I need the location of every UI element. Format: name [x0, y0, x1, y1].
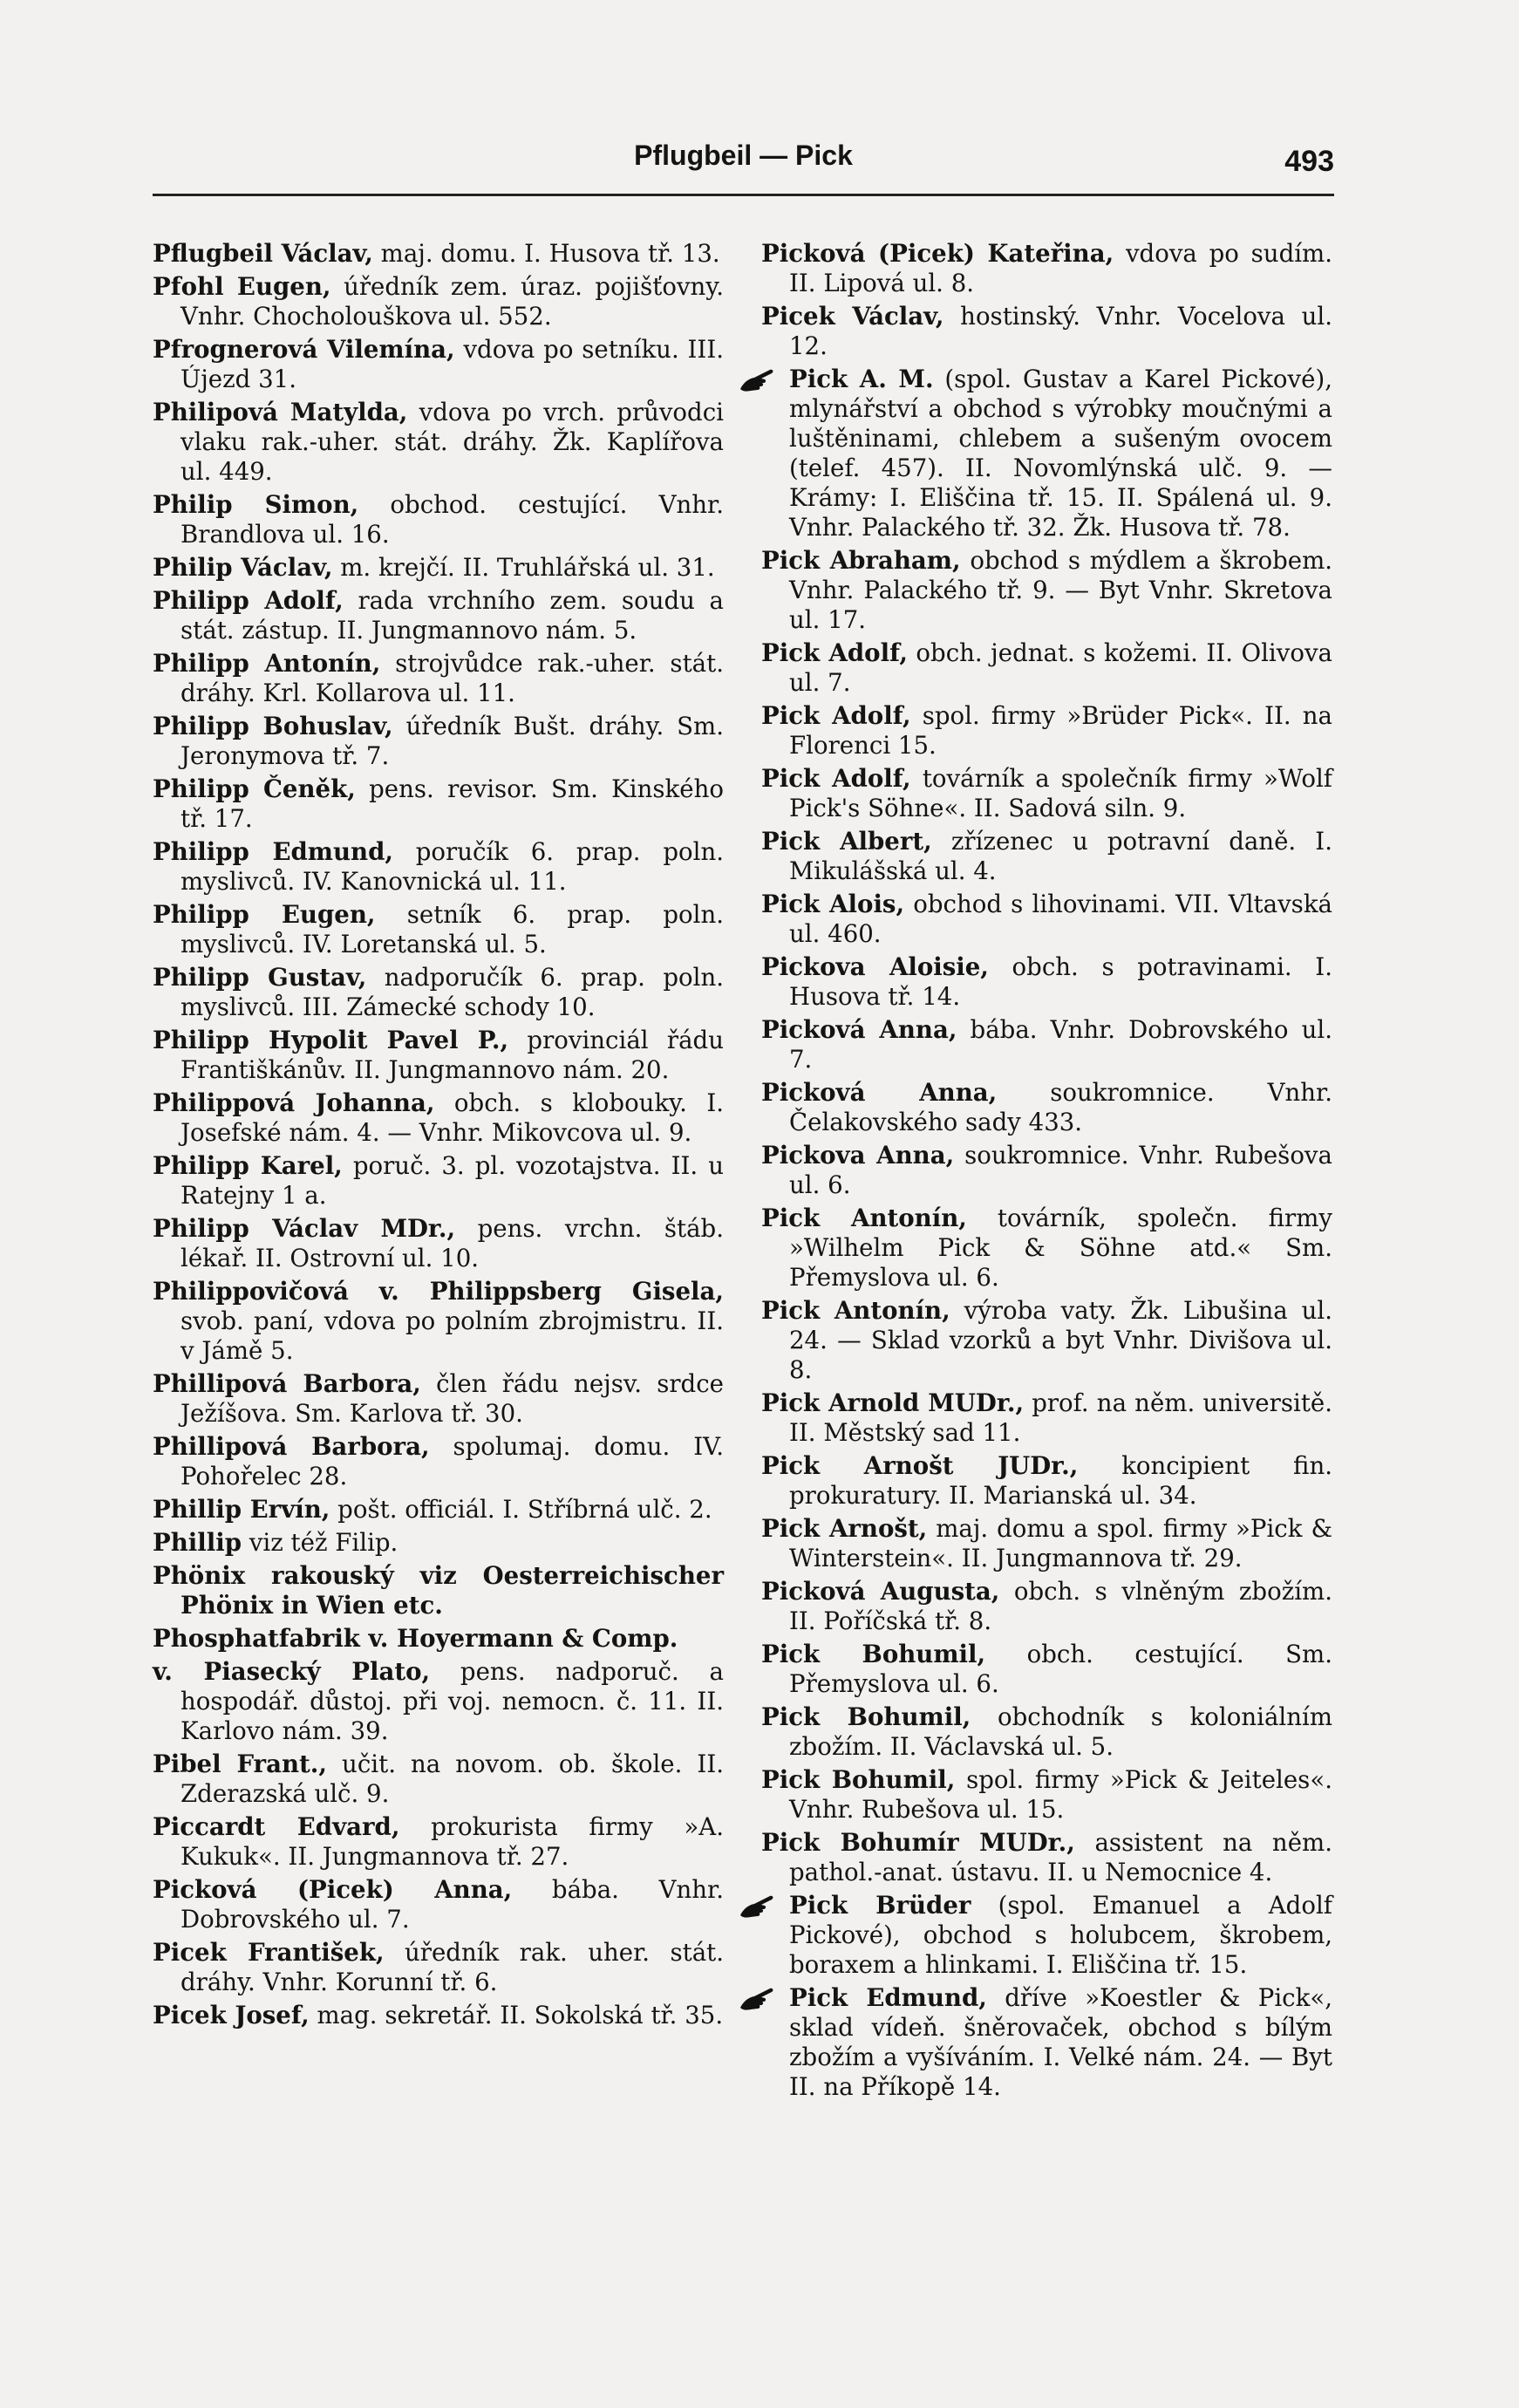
entry-details: prokurista firmy »A. Kukuk«. II. Jungmannova tř. 27. — [181, 1812, 724, 1871]
right-column — [761, 239, 1332, 2105]
entry-details: výroba vaty. Žk. Libušina ul. 24. — Sklad vzorků a byt Vnhr. Divišova ul. 8. — [789, 1296, 1332, 1384]
directory-entry — [153, 586, 724, 645]
entry-name: Pick Arnold MUDr., — [761, 1388, 1025, 1417]
directory-entry — [761, 302, 1332, 361]
entry-name: Philipp Čeněk, — [153, 774, 356, 803]
directory-entry — [153, 1214, 724, 1273]
directory-entry — [153, 1495, 724, 1525]
entry-name: Pick Bohumil, — [761, 1765, 956, 1794]
directory-entry — [761, 365, 1332, 542]
entry-name: Philipp Antonín, — [153, 649, 381, 678]
entry-name: Pick Albert, — [761, 827, 932, 856]
entry-details: úředník zem. úraz. pojišťovny. Vnhr. Chocholouškova ul. 552. — [181, 272, 724, 331]
entry-name: Pfohl Eugen, — [153, 272, 331, 301]
entry-name: Pick Edmund, — [789, 1983, 987, 2012]
directory-entry — [153, 649, 724, 708]
entry-details: úředník Bušt. dráhy. Sm. Jeronymova tř. 7. — [181, 712, 724, 770]
entry-name: Picková Augusta, — [761, 1577, 1000, 1606]
entry-details: m. krejčí. II. Truhlářská ul. 31. — [332, 553, 715, 582]
directory-entry — [761, 1451, 1332, 1511]
entry-name: Phillip Ervín, — [153, 1495, 330, 1524]
directory-entry — [153, 774, 724, 834]
entry-name: Picková Anna, — [761, 1015, 957, 1044]
entry-details: strojvůdce rak.-uher. stát. dráhy. Krl. Kollarova ul. 11. — [181, 649, 724, 707]
entry-details: rada vrchního zem. soudu a stát. zástup. II. Jungmannovo nám. 5. — [181, 586, 724, 645]
entry-name: Pick Bohumil, — [761, 1702, 971, 1731]
entry-name: Pick Adolf, — [761, 764, 911, 793]
directory-entry — [761, 1765, 1332, 1825]
directory-entry — [153, 1657, 724, 1746]
entry-details: nadporučík 6. prap. poln. myslivců. III. Zámecké schody 10. — [181, 963, 724, 1021]
entry-details: spolumaj. domu. IV. Pohořelec 28. — [181, 1432, 724, 1491]
entry-details: dříve »Koestler & Pick«, sklad vídeň. šněrovaček, obchod s bílým zbožím a vyšíváním. I. Velké nám. 24. — Byt II. na Příkopě 14. — [789, 1983, 1333, 2101]
entry-details: maj. domu. I. Husova tř. 13. — [372, 239, 720, 268]
entry-details: assistent na něm. pathol.-anat. ústavu. II. u Nemocnice 4. — [789, 1828, 1332, 1886]
entry-details: vdova po vrch. průvodci vlaku rak.-uher. stát. dráhy. Žk. Kaplířova ul. 449. — [181, 398, 724, 486]
entry-name: Philipp Karel, — [153, 1151, 343, 1180]
directory-entry — [153, 1528, 724, 1558]
directory-entry — [153, 837, 724, 897]
entry-details: úředník rak. uher. stát. dráhy. Vnhr. Korunní tř. 6. — [181, 1938, 724, 1996]
entry-name: Pflugbeil Václav, — [153, 239, 373, 268]
entry-name: Picková (Picek) Kateřina, — [761, 239, 1114, 268]
entry-name: Pickova Anna, — [761, 1141, 955, 1170]
entry-details: spol. firmy »Brüder Pick«. II. na Florenci 15. — [789, 701, 1332, 760]
directory-entry — [153, 239, 724, 269]
entry-name: Philipp Hypolit Pavel P., — [153, 1026, 509, 1054]
entry-details: soukromnice. Vnhr. Čelakovského sady 433. — [789, 1078, 1332, 1136]
entry-details: obch. s vlněným zbožím. II. Poříčská tř. 8. — [789, 1577, 1332, 1635]
directory-entry — [153, 1624, 724, 1654]
entry-name: Pick Brüder — [789, 1891, 971, 1920]
directory-entry — [153, 1432, 724, 1491]
pointing-hand-icon — [739, 1985, 775, 2013]
directory-entry — [153, 335, 724, 394]
pointing-hand-icon — [739, 366, 775, 394]
entry-name: Picek František, — [153, 1938, 385, 1967]
entry-details: (spol. Gustav a Karel Pickové), mlynářství a obchod s výrobky moučnými a luštěninami, chlebem a sušeným ovocem (telef. 457). II. Novomlýnská ulč. 9. — Krámy: I. Eliščina tř. 15. II. Spálená ul. 9. Vnhr. Palackého tř. 32. Žk. Husova tř. 78. — [789, 365, 1332, 542]
directory-entry — [761, 1983, 1332, 2102]
directory-entry — [153, 900, 724, 959]
directory-entry — [761, 1640, 1332, 1699]
directory-entry — [153, 1277, 724, 1366]
entry-details: pens. nadporuč. a hospodář. důstoj. při voj. nemocn. č. 11. II. Karlovo nám. 39. — [181, 1657, 724, 1745]
directory-entry — [761, 1078, 1332, 1137]
directory-entry — [761, 1577, 1332, 1636]
entry-name: v. Piasecký Plato, — [153, 1657, 431, 1686]
entry-name: Pick Arnošt, — [761, 1514, 928, 1543]
entry-details: obchod s mýdlem a škrobem. Vnhr. Palackého tř. 9. — Byt Vnhr. Skretova ul. 17. — [789, 546, 1332, 634]
directory-entry — [153, 1369, 724, 1429]
entry-name: Philip Simon, — [153, 490, 359, 519]
entry-details: maj. domu a spol. firmy »Pick & Winterstein«. II. Jungmannova tř. 29. — [789, 1514, 1333, 1572]
entry-name: Philipp Václav MDr., — [153, 1214, 456, 1243]
entry-name: Picek Josef, — [153, 2001, 310, 2029]
directory-entry — [761, 1141, 1332, 1200]
directory-entry — [153, 712, 724, 771]
entry-details: provinciál řádu Františkánův. II. Jungmannovo nám. 20. — [181, 1026, 724, 1084]
entry-details: svob. paní, vdova po polním zbrojmistru. II. v Jámě 5. — [181, 1306, 724, 1365]
directory-entry — [761, 546, 1332, 635]
directory-entry — [761, 827, 1332, 886]
directory-entry — [761, 701, 1332, 761]
entry-name: Pickova Aloisie, — [761, 952, 989, 981]
entry-name: Pick Alois, — [761, 890, 905, 918]
entry-details: spol. firmy »Pick & Jeiteles«. Vnhr. Rubešova ul. 15. — [789, 1765, 1332, 1824]
entry-details: poruč. 3. pl. vozotajstva. II. u Ratejny 1 a. — [181, 1151, 724, 1210]
entry-details: obchod. cestující. Vnhr. Brandlova ul. 16. — [181, 490, 724, 549]
page-header — [153, 140, 1334, 188]
entry-details: (spol. Emanuel a Adolf Pickové), obchod s holubcem, škrobem, boraxem a hlinkami. I. Eliščina tř. 15. — [789, 1891, 1332, 1979]
entry-details: pens. revisor. Sm. Kinského tř. 17. — [181, 774, 724, 833]
directory-entry — [153, 490, 724, 549]
entry-name: Phillip — [153, 1528, 242, 1557]
entry-name: Philipp Edmund, — [153, 837, 393, 866]
header-rule — [153, 194, 1334, 196]
directory-entry — [761, 1514, 1332, 1573]
directory-entry — [761, 1702, 1332, 1762]
entry-details: bába. Vnhr. Dobrovského ul. 7. — [789, 1015, 1332, 1074]
entry-details: mag. sekretář. II. Sokolská tř. 35. — [309, 2001, 724, 2029]
entry-name: Philippová Johanna, — [153, 1088, 435, 1117]
directory-entry — [153, 272, 724, 331]
directory-entry — [153, 553, 724, 583]
directory-entry — [761, 1204, 1332, 1293]
entry-name: Pick Adolf, — [761, 638, 908, 667]
entry-name: Pfrognerová Vilemína, — [153, 335, 455, 364]
entry-details: továrník a společník firmy »Wolf Pick's Söhne«. II. Sadová siln. 9. — [789, 764, 1332, 822]
entry-details: obchod s lihovinami. VII. Vltavská ul. 460. — [789, 890, 1332, 948]
entry-name: Pibel Frant., — [153, 1750, 327, 1778]
entry-name: Pick Abraham, — [761, 546, 961, 575]
directory-entry — [153, 1151, 724, 1211]
directory-entry — [761, 1388, 1332, 1448]
directory-entry — [153, 1812, 724, 1872]
directory-entry — [153, 1750, 724, 1809]
directory-entry — [761, 890, 1332, 949]
running-title: Pflugbeil — Pick — [634, 140, 853, 171]
directory-entry — [153, 1561, 724, 1620]
entry-details: hostinský. Vnhr. Vocelova ul. 12. — [789, 302, 1332, 360]
entry-name: Picek Václav, — [761, 302, 944, 331]
directory-entry — [153, 1875, 724, 1934]
directory-entry — [761, 239, 1332, 298]
entry-details: pens. vrchn. štáb. lékař. II. Ostrovní ul. 10. — [181, 1214, 724, 1272]
directory-entry — [761, 638, 1332, 698]
entry-details: učit. na novom. ob. škole. II. Zderazská ulč. 9. — [181, 1750, 724, 1808]
entry-details: zřízenec u potravní daně. I. Mikulášská ul. 4. — [789, 827, 1332, 885]
entry-details: bába. Vnhr. Dobrovského ul. 7. — [181, 1875, 724, 1934]
entry-name: Phosphatfabrik v. Hoyermann & Comp. — [153, 1624, 678, 1653]
entry-name: Philipp Bohuslav, — [153, 712, 393, 740]
entry-details: poručík 6. prap. poln. myslivců. IV. Kanovnická ul. 11. — [181, 837, 724, 896]
directory-entry — [761, 1296, 1332, 1385]
entry-name: Philippovičová v. Philippsberg Gisela, — [153, 1277, 724, 1306]
entry-name: Picková Anna, — [761, 1078, 998, 1107]
entry-details: prof. na něm. universitě. II. Městský sad 11. — [789, 1388, 1333, 1447]
entry-details: viz též Filip. — [242, 1528, 398, 1557]
entry-name: Pick Bohumil, — [761, 1640, 986, 1668]
entry-details: továrník, společn. firmy »Wilhelm Pick & Söhne atd.« Sm. Přemyslova ul. 6. — [789, 1204, 1332, 1292]
pointing-hand-icon — [739, 1893, 775, 1920]
entry-details: soukromnice. Vnhr. Rubešova ul. 6. — [789, 1141, 1332, 1199]
entry-name: Philipp Gustav, — [153, 963, 367, 992]
entry-details: setník 6. prap. poln. myslivců. IV. Loretanská ul. 5. — [181, 900, 724, 958]
entry-details: obchodník s koloniálním zbožím. II. Václavská ul. 5. — [789, 1702, 1332, 1761]
directory-entry — [153, 2001, 724, 2030]
directory-entry — [761, 1828, 1332, 1887]
directory-entry — [761, 1015, 1332, 1074]
entry-name: Philipp Eugen, — [153, 900, 376, 929]
directory-entry — [761, 764, 1332, 823]
entry-name: Philipová Matylda, — [153, 398, 408, 426]
entry-details: obch. cestující. Sm. Přemyslova ul. 6. — [789, 1640, 1332, 1698]
entry-name: Pick Antonín, — [761, 1204, 967, 1232]
entry-name: Pick Adolf, — [761, 701, 911, 730]
entry-name: Pick A. M. — [789, 365, 934, 393]
entry-name: Phillipová Barbora, — [153, 1432, 430, 1461]
entry-name: Phönix rakouský viz Oesterreichischer Phönix in Wien etc. — [153, 1561, 724, 1620]
entry-details: obch. jednat. s kožemi. II. Olivova ul. 7. — [789, 638, 1332, 697]
left-column — [153, 239, 724, 2034]
entry-name: Phillipová Barbora, — [153, 1369, 421, 1398]
entry-details: obch. s klobouky. I. Josefské nám. 4. — Vnhr. Mikovcova ul. 9. — [181, 1088, 724, 1147]
entry-name: Picková (Picek) Anna, — [153, 1875, 513, 1904]
entry-details: obch. s potravinami. I. Husova tř. 14. — [789, 952, 1332, 1011]
entry-name: Pick Antonín, — [761, 1296, 950, 1325]
entry-details: člen řádu nejsv. srdce Ježíšova. Sm. Karlova tř. 30. — [181, 1369, 724, 1428]
entry-name: Pick Arnošt JUDr., — [761, 1451, 1079, 1480]
directory-entry — [153, 1088, 724, 1148]
entry-name: Pick Bohumír MUDr., — [761, 1828, 1075, 1857]
entry-details: vdova po sudím. II. Lipová ul. 8. — [789, 239, 1332, 297]
directory-entry — [153, 963, 724, 1022]
directory-entry — [153, 1026, 724, 1085]
entry-name: Philipp Adolf, — [153, 586, 344, 615]
directory-entry — [761, 1891, 1332, 1980]
entry-details: koncipient fin. prokuratury. II. Marianská ul. 34. — [789, 1451, 1332, 1510]
page-number: 493 — [1284, 145, 1334, 178]
entry-name: Piccardt Edvard, — [153, 1812, 400, 1841]
entry-details: pošt. officiál. I. Stříbrná ulč. 2. — [330, 1495, 712, 1524]
directory-entry — [761, 952, 1332, 1012]
directory-entry — [153, 1938, 724, 1997]
directory-entry — [153, 398, 724, 487]
entry-name: Philip Václav, — [153, 553, 333, 582]
entry-details: vdova po setníku. III. Újezd 31. — [181, 335, 724, 393]
